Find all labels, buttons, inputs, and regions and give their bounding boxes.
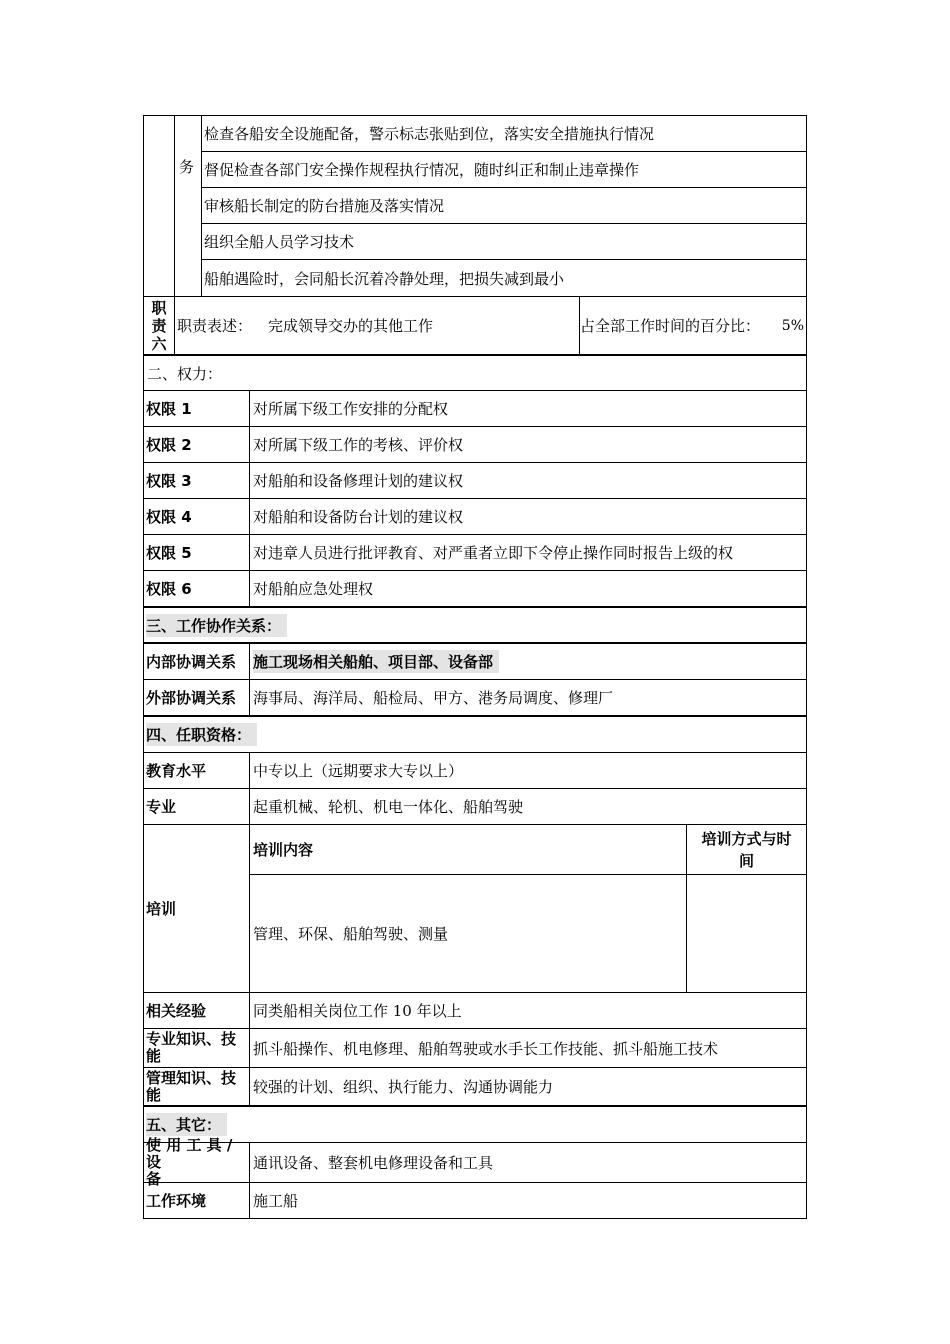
cooperation-section-heading bbox=[143, 608, 807, 644]
major-row bbox=[143, 789, 807, 825]
authority-label: 权限 5 bbox=[146, 535, 250, 570]
authority-label: 权限 2 bbox=[146, 427, 250, 462]
professional-skills-text: 抓斗船操作、机电修理、船舶驾驶或水手长工作技能、抓斗船施工技术 bbox=[253, 1039, 719, 1058]
duty-six-description bbox=[174, 297, 580, 354]
duties-left-gutter bbox=[144, 116, 175, 296]
cooperation-heading: 三、工作协作关系： bbox=[146, 614, 287, 637]
duty-six-desc-label: 职责表述： bbox=[177, 317, 253, 335]
other-heading: 五、其它： bbox=[146, 1113, 227, 1136]
external-coordination-label: 外部协调关系 bbox=[146, 680, 250, 715]
authority-text: 对违章人员进行批评教育、对严重者立即下令停止操作同时报告上级的权 bbox=[253, 544, 734, 562]
duty-six-percentage bbox=[576, 297, 806, 354]
training-content: 管理、环保、船舶驾驶、测量 bbox=[250, 875, 687, 992]
authority-row bbox=[143, 463, 807, 499]
education-row bbox=[143, 753, 807, 789]
qualification-heading: 四、任职资格： bbox=[146, 723, 257, 746]
external-coordination-text: 海事局、海洋局、船检局、甲方、港务局调度、修理厂 bbox=[253, 689, 614, 707]
authority-label: 权限 3 bbox=[146, 463, 250, 498]
education-label: 教育水平 bbox=[146, 753, 250, 788]
authority-text: 对船舶和设备防台计划的建议权 bbox=[253, 508, 464, 526]
internal-coordination-text: 施工现场相关船舶、项目部、设备部 bbox=[250, 644, 806, 679]
management-skills-label: 管理知识、技 能 bbox=[146, 1068, 250, 1105]
work-environment-row bbox=[143, 1183, 807, 1219]
authority-row bbox=[143, 571, 807, 608]
education-text: 中专以上（远期要求大专以上） bbox=[253, 762, 464, 780]
authority-text: 对船舶应急处理权 bbox=[253, 580, 374, 598]
management-skills-row bbox=[143, 1068, 807, 1107]
duty-six-desc: 完成领导交办的其他工作 bbox=[268, 317, 434, 335]
duty-item: 审核船长制定的防台措施及落实情况 bbox=[201, 188, 806, 224]
training-method bbox=[687, 875, 806, 992]
duty-item: 督促检查各部门安全操作规程执行情况，随时纠正和制止违章操作 bbox=[201, 152, 806, 188]
work-environment-label: 工作环境 bbox=[146, 1183, 250, 1218]
authority-row bbox=[143, 499, 807, 535]
qualification-section-heading bbox=[143, 717, 807, 753]
duty-six-label: 职 责 六 bbox=[144, 297, 175, 354]
professional-skills-row bbox=[143, 1029, 807, 1068]
duty-item: 检查各船安全设施配备，警示标志张贴到位，落实安全措施执行情况 bbox=[201, 116, 806, 152]
duties-continuation bbox=[143, 115, 807, 296]
authority-label: 权限 4 bbox=[146, 499, 250, 534]
authority-text: 对所属下级工作安排的分配权 bbox=[253, 400, 449, 418]
internal-coordination-label: 内部协调关系 bbox=[146, 644, 250, 679]
authority-text: 对所属下级工作的考核、评价权 bbox=[253, 436, 464, 454]
authority-section-heading bbox=[143, 355, 807, 391]
duties-side-label bbox=[174, 116, 202, 296]
external-coordination-row bbox=[143, 680, 807, 717]
training-content-header: 培训内容 bbox=[250, 825, 687, 875]
authority-row bbox=[143, 535, 807, 571]
duty-item: 组织全船人员学习技术 bbox=[201, 224, 806, 260]
work-environment-text: 施工船 bbox=[253, 1192, 299, 1210]
authority-row bbox=[143, 391, 807, 427]
experience-label: 相关经验 bbox=[146, 993, 250, 1028]
training-label: 培训 bbox=[146, 825, 250, 992]
job-description-table bbox=[143, 115, 807, 1219]
duty-six-row bbox=[143, 296, 807, 355]
percentage-label: 占全部工作时间的百分比： bbox=[580, 317, 761, 335]
training-method-header: 培训方式与时 间 bbox=[687, 825, 806, 875]
percentage-value: 5% bbox=[781, 317, 804, 334]
duty-item: 船舶遇险时，会同船长沉着冷静处理，把损失减到最小 bbox=[204, 270, 565, 288]
internal-coordination-row bbox=[143, 644, 807, 680]
tools-label: 使 用 工 具 / 设 备 bbox=[146, 1143, 250, 1182]
management-skills-text: 较强的计划、组织、执行能力、沟通协调能力 bbox=[253, 1078, 554, 1096]
authority-heading: 二、权力： bbox=[147, 364, 223, 383]
tools-text: 通讯设备、整套机电修理设备和工具 bbox=[253, 1154, 494, 1172]
experience-text: 同类船相关岗位工作 10 年以上 bbox=[253, 1002, 462, 1020]
duties-side-char: 务 bbox=[179, 158, 195, 176]
authority-row bbox=[143, 427, 807, 463]
tools-row bbox=[143, 1136, 807, 1188]
authority-text: 对船舶和设备修理计划的建议权 bbox=[253, 472, 464, 490]
experience-row bbox=[143, 993, 807, 1029]
professional-skills-label: 专业知识、技 能 bbox=[146, 1029, 250, 1067]
major-label: 专业 bbox=[146, 789, 250, 824]
training-row bbox=[143, 825, 807, 993]
authority-label: 权限 6 bbox=[146, 571, 250, 606]
major-text: 起重机械、轮机、机电一体化、船舶驾驶 bbox=[253, 798, 524, 816]
authority-label: 权限 1 bbox=[146, 391, 250, 426]
